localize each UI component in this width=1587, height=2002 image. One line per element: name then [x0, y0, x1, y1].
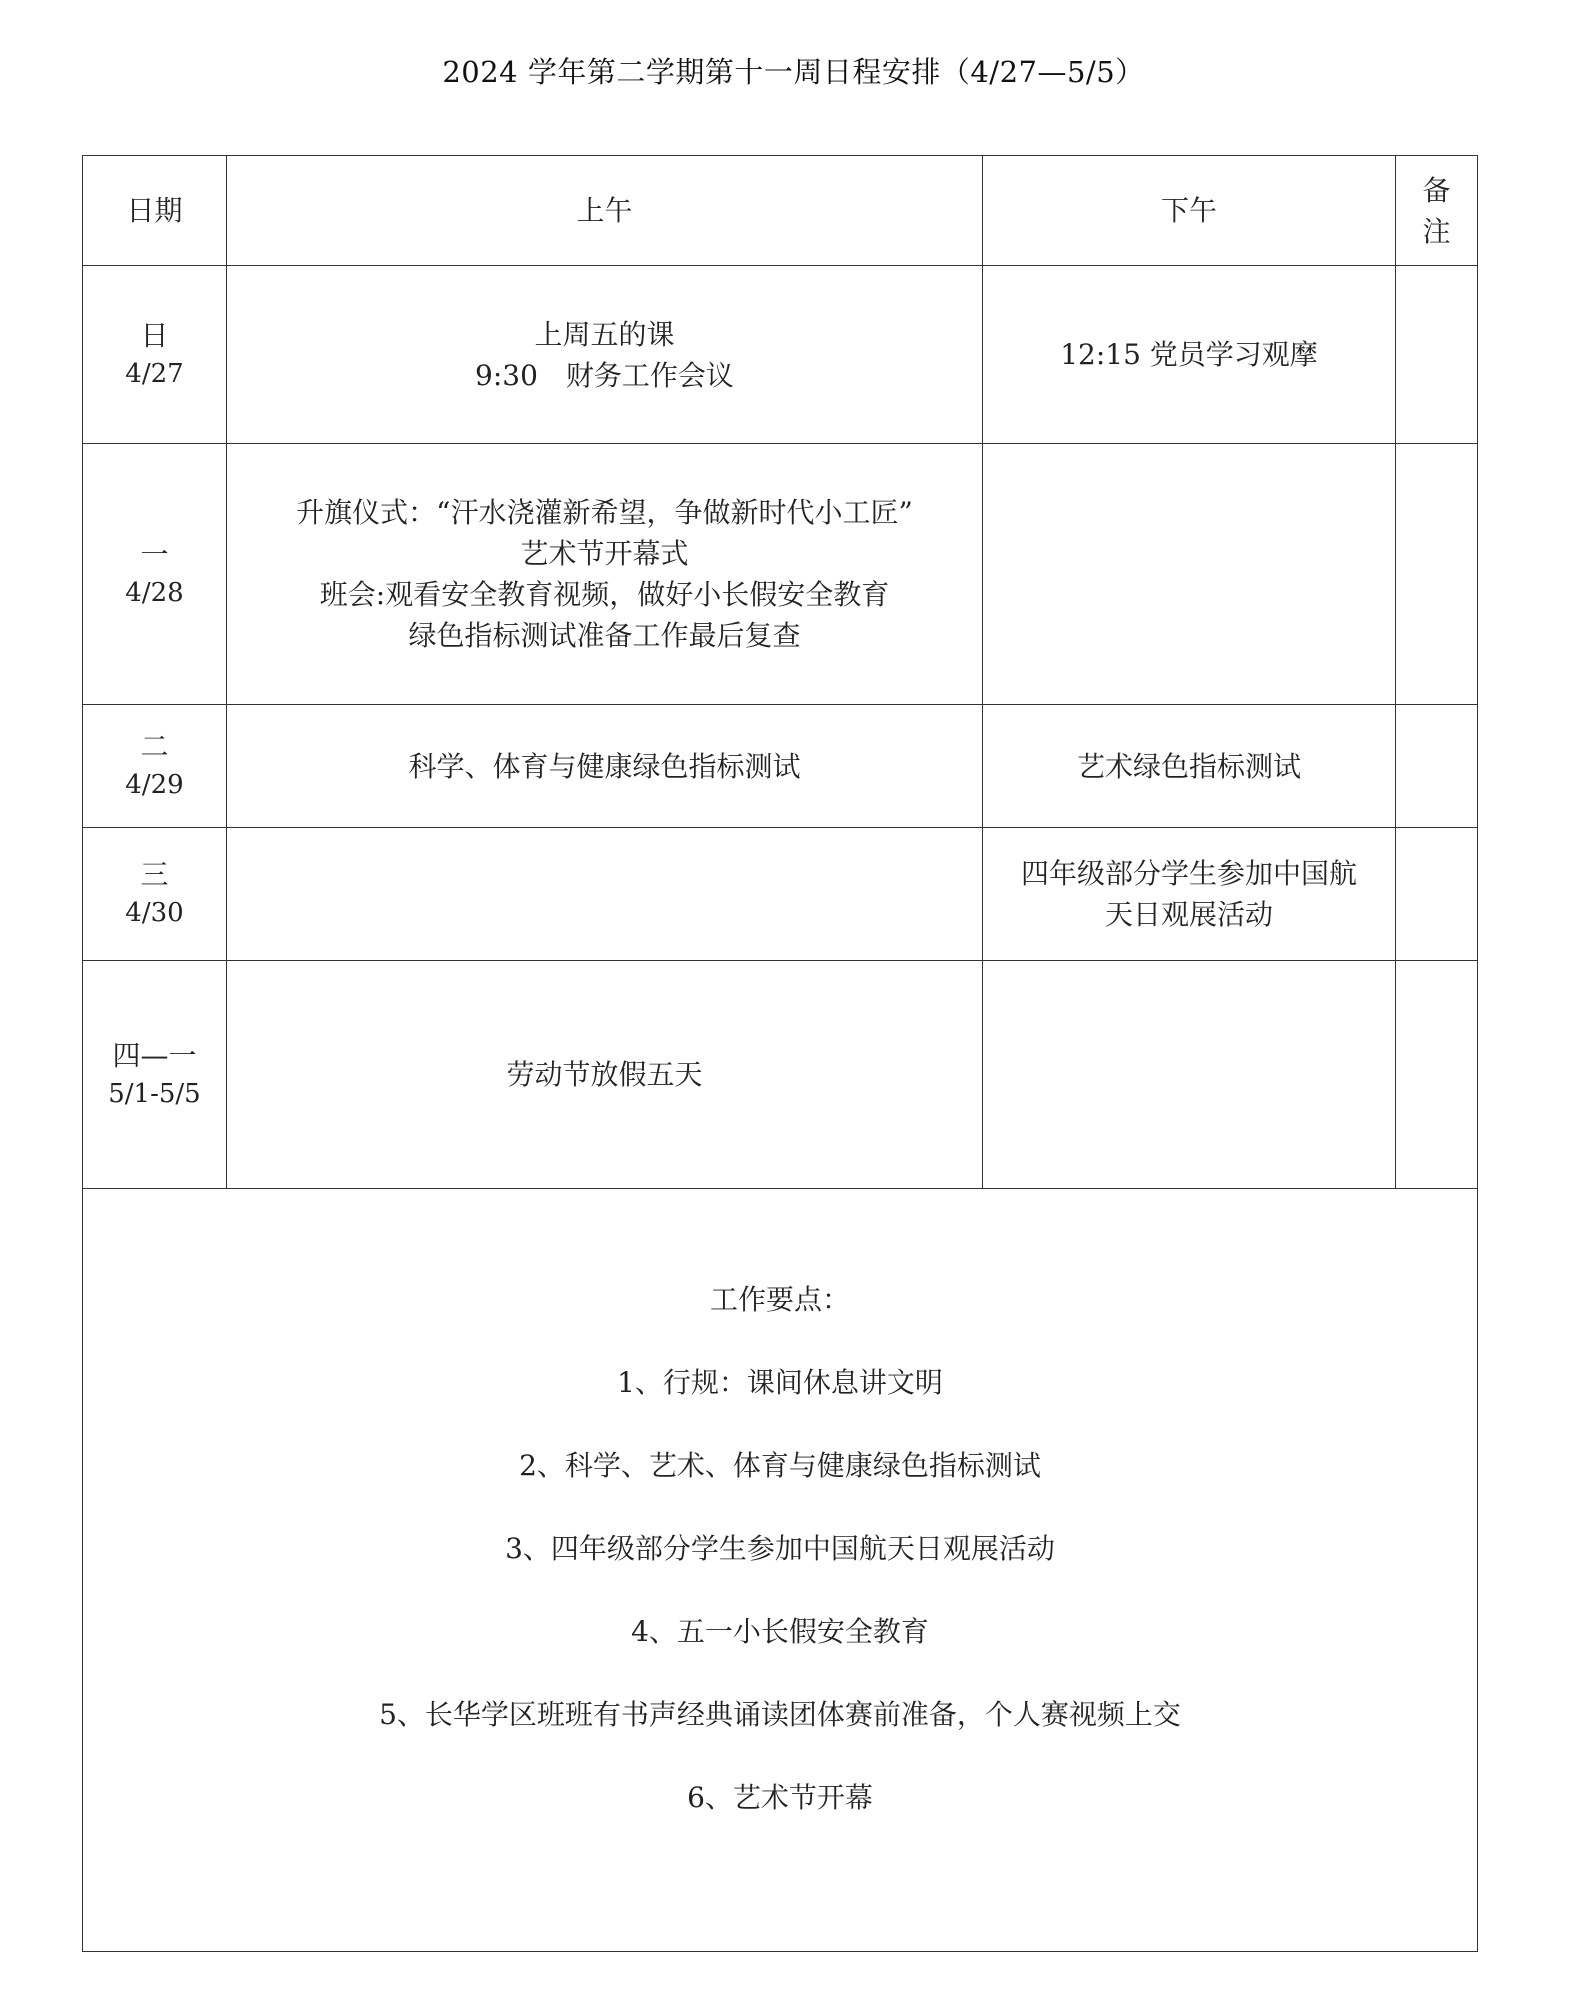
afternoon-item: 四年级部分学生参加中国航 — [1020, 857, 1357, 890]
morning-item: 劳动节放假五天 — [506, 1058, 703, 1091]
schedule-table — [82, 155, 1478, 1952]
morning-item: 绿色指标测试准备工作最后复查 — [408, 619, 801, 652]
note-cell — [1396, 444, 1478, 705]
work-point-item: 1、行规：课间休息讲文明 — [617, 1365, 943, 1399]
morning-item: 班会:观看安全教育视频，做好小长假安全教育 — [319, 578, 890, 611]
afternoon-cell — [983, 828, 1396, 961]
work-point-item: 2、科学、艺术、体育与健康绿色指标测试 — [519, 1448, 1041, 1482]
table-row — [83, 266, 1478, 444]
table-row — [83, 444, 1478, 705]
work-points-section — [83, 1189, 1478, 1952]
weekday-label: 二 — [140, 730, 169, 763]
weekday-label: 三 — [140, 858, 169, 891]
morning-cell — [227, 705, 983, 828]
table-row — [83, 961, 1478, 1189]
weekday-label: 日 — [140, 318, 169, 352]
note-cell — [1396, 266, 1478, 444]
note-cell — [1396, 961, 1478, 1189]
date-cell — [83, 961, 227, 1189]
morning-cell — [227, 444, 983, 705]
afternoon-item: 12:15 党员学习观摩 — [1060, 338, 1318, 371]
morning-cell — [227, 266, 983, 444]
morning-item: 上周五的课 — [534, 317, 675, 351]
work-point-item: 4、五一小长假安全教育 — [631, 1614, 929, 1648]
morning-item: 艺术节开幕式 — [520, 537, 689, 570]
work-points-heading: 工作要点： — [709, 1282, 850, 1316]
table-row — [83, 828, 1478, 961]
date-label: 4/30 — [125, 898, 184, 928]
table-header-row — [83, 156, 1478, 266]
weekday-label: 一 — [140, 538, 169, 571]
morning-cell — [227, 961, 983, 1189]
date-cell — [83, 266, 227, 444]
afternoon-item: 艺术绿色指标测试 — [1076, 749, 1301, 783]
date-label: 4/28 — [125, 578, 184, 608]
table-row — [83, 705, 1478, 828]
afternoon-cell — [983, 961, 1396, 1189]
date-label: 5/1-5/5 — [108, 1078, 201, 1109]
header-morning: 上午 — [227, 156, 983, 266]
header-note — [1396, 156, 1478, 266]
afternoon-item: 天日观展活动 — [1104, 898, 1273, 931]
date-cell — [83, 705, 227, 828]
date-label: 4/27 — [125, 358, 184, 389]
work-points-row — [83, 1189, 1478, 1952]
work-point-item: 5、长华学区班班有书声经典诵读团体赛前准备，个人赛视频上交 — [379, 1697, 1181, 1731]
note-cell — [1396, 828, 1478, 961]
date-label: 4/29 — [125, 770, 184, 800]
weekday-label: 四—一 — [112, 1038, 197, 1072]
page-title: 2024 学年第二学期第十一周日程安排（4/27—5/5） — [442, 55, 1145, 89]
work-point-item: 6、艺术节开幕 — [687, 1780, 873, 1814]
morning-cell — [227, 828, 983, 961]
header-afternoon: 下午 — [983, 156, 1396, 266]
afternoon-cell — [983, 266, 1396, 444]
header-date: 日期 — [83, 156, 227, 266]
morning-item: 科学、体育与健康绿色指标测试 — [408, 749, 801, 783]
morning-item: 9:30 财务工作会议 — [475, 358, 734, 392]
afternoon-cell — [983, 705, 1396, 828]
date-cell — [83, 828, 227, 961]
header-note-char-2: 注 — [1422, 214, 1451, 248]
header-note-char-1: 备 — [1422, 173, 1451, 207]
note-cell — [1396, 705, 1478, 828]
work-point-item: 3、四年级部分学生参加中国航天日观展活动 — [505, 1531, 1055, 1565]
afternoon-cell — [983, 444, 1396, 705]
date-cell — [83, 444, 227, 705]
morning-item: 升旗仪式：“汗水浇灌新希望，争做新时代小工匠” — [296, 496, 913, 529]
